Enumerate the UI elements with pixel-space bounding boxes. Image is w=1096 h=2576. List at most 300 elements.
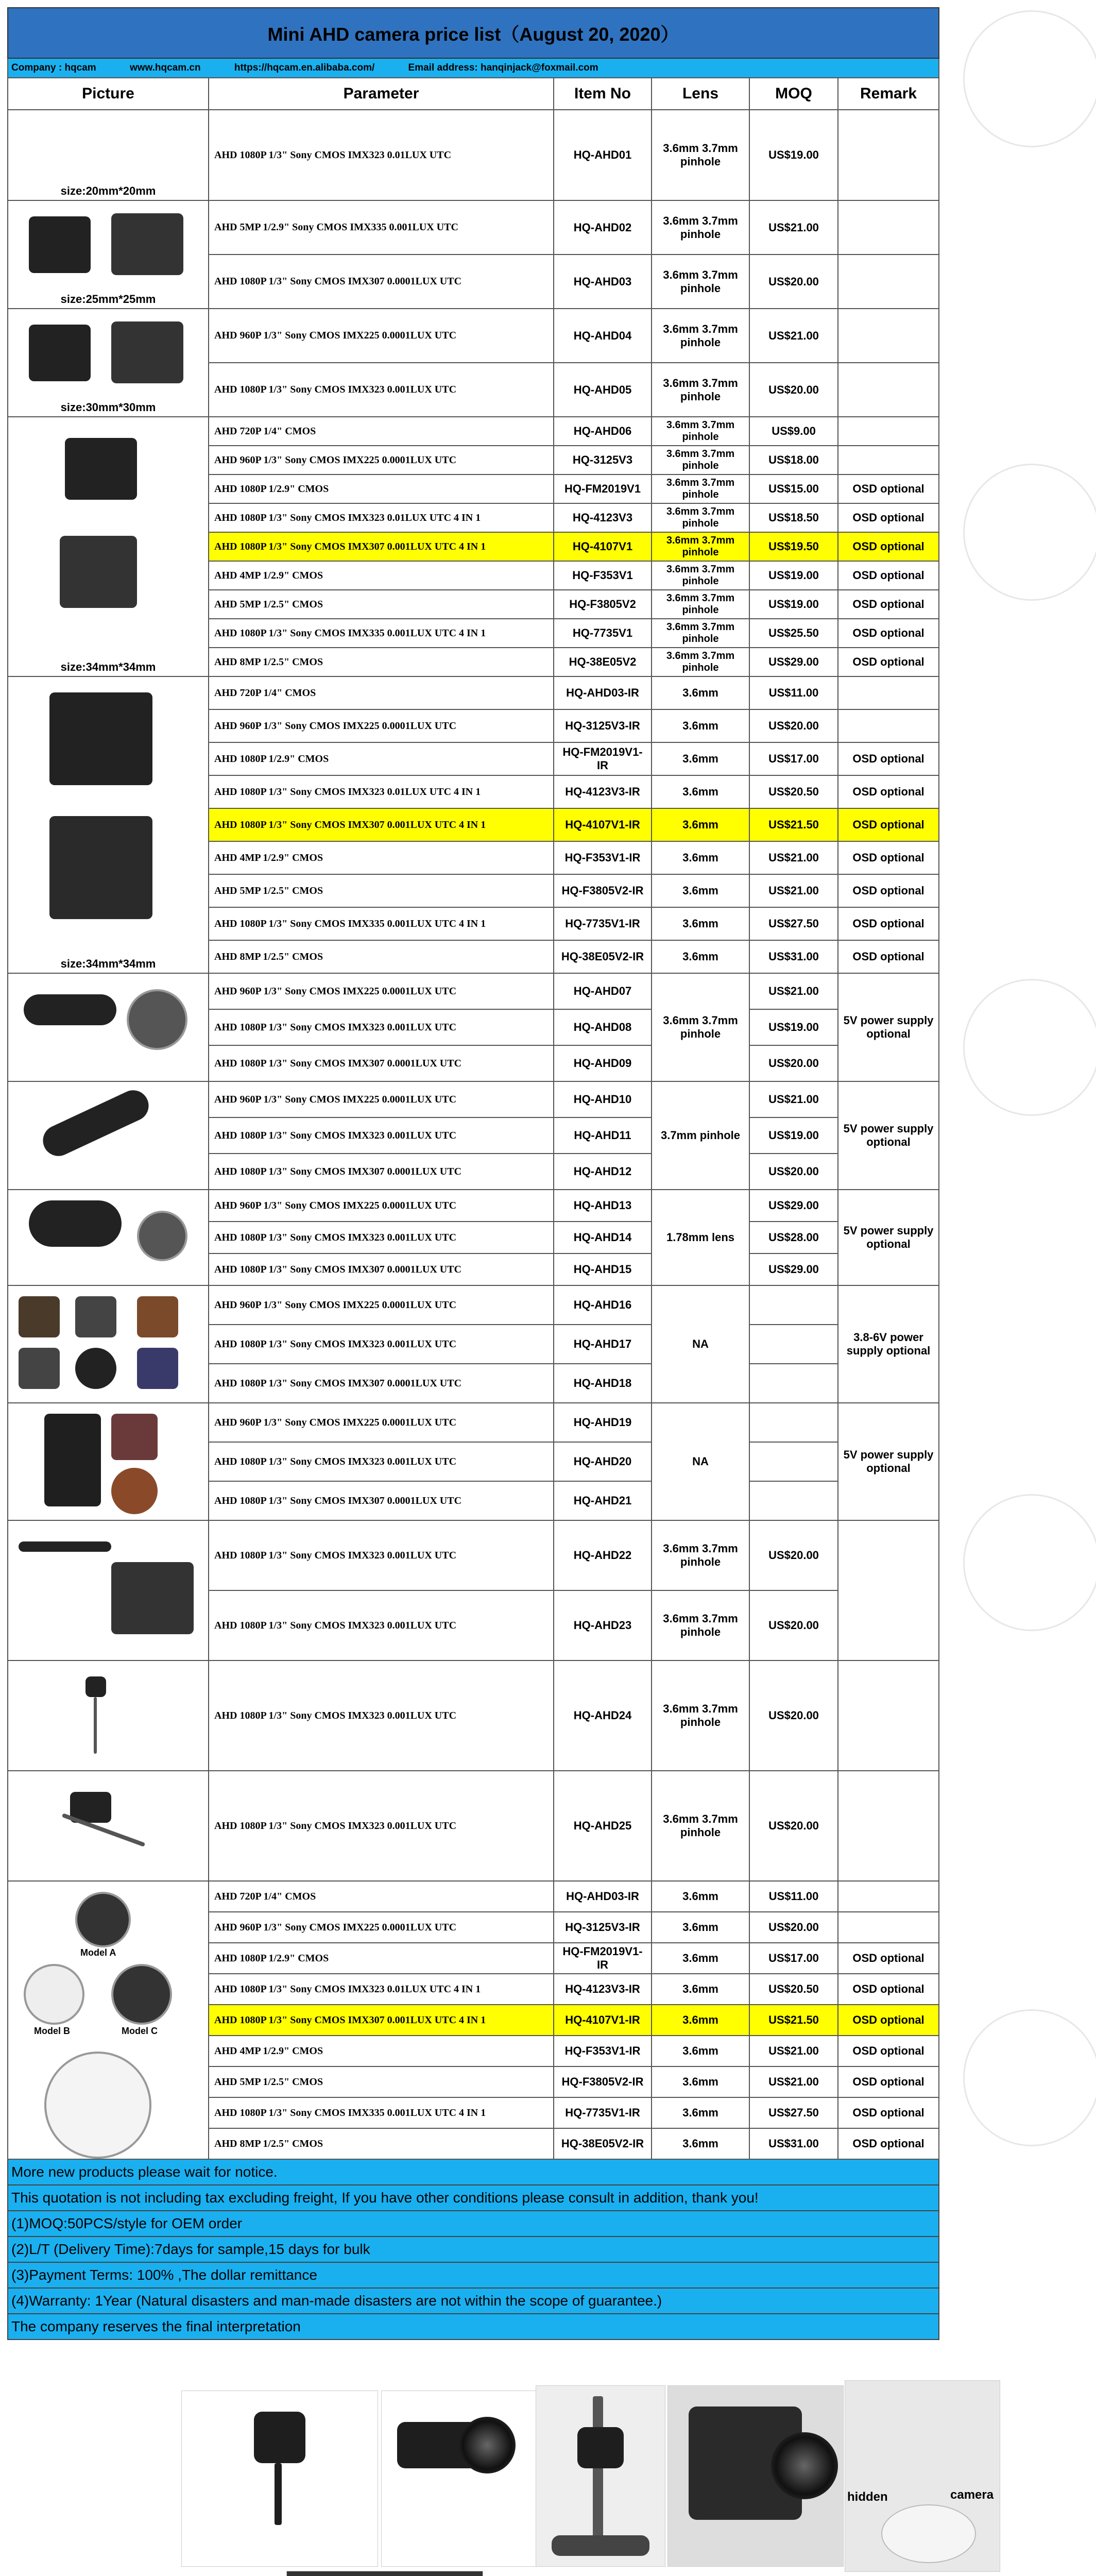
parameter-cell: AHD 4MP 1/2.9" CMOS bbox=[209, 841, 554, 874]
dome-camera-image bbox=[44, 2052, 151, 2159]
item-cell: HQ-4107V1 bbox=[554, 532, 652, 561]
moq-cell: US$31.00 bbox=[749, 940, 838, 973]
table-row bbox=[8, 417, 939, 446]
camera-label: camera bbox=[950, 2488, 994, 2502]
remark-cell: 5V power supply optional bbox=[838, 973, 939, 1081]
stand-shape bbox=[593, 2396, 603, 2540]
remark-cell: OSD optional bbox=[838, 474, 939, 503]
table-row bbox=[8, 309, 939, 363]
lens-cell: 3.6mm bbox=[652, 2128, 749, 2159]
item-cell: HQ-F353V1 bbox=[554, 561, 652, 590]
moq-cell: US$19.00 bbox=[749, 561, 838, 590]
item-cell: HQ-AHD21 bbox=[554, 1481, 652, 1520]
item-cell: HQ-F3805V2-IR bbox=[554, 874, 652, 907]
moq-cell: US$20.50 bbox=[749, 775, 838, 808]
lens-cell: 3.6mm 3.7mm pinhole bbox=[652, 619, 749, 648]
watermark bbox=[963, 979, 1096, 1116]
item-cell: HQ-AHD19 bbox=[554, 1403, 652, 1442]
parameter-cell: AHD 5MP 1/2.5" CMOS bbox=[209, 590, 554, 619]
moq-cell: US$17.00 bbox=[749, 742, 838, 775]
item-cell: HQ-AHD18 bbox=[554, 1364, 652, 1403]
mini-camera-image bbox=[111, 213, 183, 275]
item-cell: HQ-AHD06 bbox=[554, 417, 652, 446]
table-row bbox=[8, 973, 939, 1009]
moq-cell: US$21.00 bbox=[749, 973, 838, 1009]
parameter-cell: AHD 1080P 1/3" Sony CMOS IMX307 0.001LUX UTC 4 IN 1 bbox=[209, 808, 554, 841]
moq-cell: US$21.50 bbox=[749, 808, 838, 841]
lens-cell: 3.6mm bbox=[652, 1912, 749, 1943]
product-photo bbox=[536, 2385, 665, 2567]
moq-cell: US$29.00 bbox=[749, 1190, 838, 1222]
moq-cell: US$19.00 bbox=[749, 110, 838, 200]
watermark bbox=[963, 464, 1096, 601]
item-cell: HQ-AHD07 bbox=[554, 973, 652, 1009]
mount-camera-image bbox=[127, 989, 187, 1050]
parameter-cell: AHD 720P 1/4" CMOS bbox=[209, 676, 554, 709]
remark-cell: OSD optional bbox=[838, 808, 939, 841]
parameter-cell: AHD 1080P 1/3" Sony CMOS IMX307 0.0001LUX UTC bbox=[209, 255, 554, 309]
lens-cell: 3.6mm bbox=[652, 2097, 749, 2128]
moq-cell: US$28.00 bbox=[749, 1222, 838, 1253]
watermark bbox=[963, 1494, 1096, 1631]
item-cell: HQ-F3805V2 bbox=[554, 590, 652, 619]
model-c-label: Model C bbox=[122, 2026, 158, 2036]
item-cell: HQ-FM2019V1 bbox=[554, 474, 652, 503]
item-cell: HQ-38E05V2 bbox=[554, 648, 652, 676]
moq-cell bbox=[749, 1285, 838, 1325]
item-cell: HQ-7735V1-IR bbox=[554, 907, 652, 940]
item-cell: HQ-4123V3-IR bbox=[554, 1974, 652, 2005]
remark-cell bbox=[838, 1912, 939, 1943]
lens-cell: 3.6mm 3.7mm pinhole bbox=[652, 532, 749, 561]
moq-cell: US$11.00 bbox=[749, 676, 838, 709]
header-moq: MOQ bbox=[749, 78, 838, 110]
parameter-cell: AHD 4MP 1/2.9" CMOS bbox=[209, 561, 554, 590]
table-row bbox=[8, 1403, 939, 1442]
lens-cell: 3.6mm bbox=[652, 775, 749, 808]
camera-shape bbox=[577, 2427, 624, 2468]
size-label: size:34mm*34mm bbox=[60, 957, 156, 970]
parameter-cell: AHD 1080P 1/3" Sony CMOS IMX323 0.001LUX UTC bbox=[209, 1660, 554, 1771]
item-cell: HQ-AHD15 bbox=[554, 1253, 652, 1285]
board-module-image bbox=[75, 1348, 116, 1389]
board-module-image bbox=[137, 1296, 178, 1337]
board-module-image bbox=[111, 1414, 158, 1460]
lens-cell: 3.6mm 3.7mm pinhole bbox=[652, 648, 749, 676]
parameter-cell: AHD 960P 1/3" Sony CMOS IMX225 0.0001LUX UTC bbox=[209, 1912, 554, 1943]
size-label: size:30mm*30mm bbox=[60, 401, 156, 414]
parameter-cell: AHD 5MP 1/2.5" CMOS bbox=[209, 874, 554, 907]
board-module-image bbox=[19, 1348, 60, 1389]
board-module-image bbox=[75, 1296, 116, 1337]
lens-cell: 3.6mm 3.7mm pinhole bbox=[652, 561, 749, 590]
price-list-sheet bbox=[7, 7, 938, 2340]
dome-camera-image bbox=[24, 1964, 84, 2025]
lens-cell: 3.6mm 3.7mm pinhole bbox=[652, 446, 749, 474]
remark-cell: OSD optional bbox=[838, 2128, 939, 2159]
table-row bbox=[8, 1520, 939, 1590]
item-cell: HQ-AHD23 bbox=[554, 1590, 652, 1660]
bullet-camera-image bbox=[38, 1085, 154, 1161]
lens-cell: 3.6mm bbox=[652, 874, 749, 907]
note-line: (2)L/T (Delivery Time):7days for sample,15 days for bulk bbox=[8, 2236, 939, 2262]
item-cell: HQ-4107V1-IR bbox=[554, 808, 652, 841]
moq-cell: US$20.00 bbox=[749, 709, 838, 742]
moq-cell: US$17.00 bbox=[749, 1943, 838, 1974]
email-address[interactable]: Email address: hanqinjack@foxmail.com bbox=[408, 62, 598, 73]
board-module-image bbox=[111, 1468, 158, 1514]
remark-cell: OSD optional bbox=[838, 2097, 939, 2128]
parameter-cell: AHD 1080P 1/3" Sony CMOS IMX335 0.001LUX UTC 4 IN 1 bbox=[209, 2097, 554, 2128]
parameter-cell: AHD 1080P 1/3" Sony CMOS IMX323 0.001LUX UTC bbox=[209, 363, 554, 417]
parameter-cell: AHD 8MP 1/2.5" CMOS bbox=[209, 2128, 554, 2159]
moq-cell: US$27.50 bbox=[749, 2097, 838, 2128]
table-row bbox=[8, 1660, 939, 1771]
lens-cell: 3.6mm bbox=[652, 808, 749, 841]
moq-cell: US$20.00 bbox=[749, 1912, 838, 1943]
remark-cell: OSD optional bbox=[838, 2036, 939, 2066]
moq-cell bbox=[749, 1403, 838, 1442]
item-cell: HQ-38E05V2-IR bbox=[554, 2128, 652, 2159]
cable-camera-image bbox=[111, 1562, 194, 1634]
item-cell: HQ-AHD01 bbox=[554, 110, 652, 200]
lens-cell: 3.6mm 3.7mm pinhole bbox=[652, 973, 749, 1081]
price-table bbox=[7, 7, 939, 2340]
parameter-cell: AHD 1080P 1/3" Sony CMOS IMX323 0.001LUX UTC bbox=[209, 1771, 554, 1881]
moq-cell: US$20.00 bbox=[749, 1045, 838, 1081]
item-cell: HQ-AHD03-IR bbox=[554, 1881, 652, 1912]
parameter-cell: AHD 1080P 1/3" Sony CMOS IMX307 0.0001LUX UTC bbox=[209, 1364, 554, 1403]
pinhole-camera-image bbox=[29, 325, 91, 381]
remark-cell: OSD optional bbox=[838, 940, 939, 973]
lens-shape bbox=[771, 2432, 838, 2499]
picture-cell bbox=[8, 200, 209, 309]
size-label: size:34mm*34mm bbox=[60, 660, 156, 673]
moq-cell: US$20.00 bbox=[749, 1154, 838, 1190]
remark-cell bbox=[838, 255, 939, 309]
parameter-cell: AHD 1080P 1/3" Sony CMOS IMX323 0.001LUX UTC bbox=[209, 1520, 554, 1590]
moq-cell: US$20.50 bbox=[749, 1974, 838, 2005]
picture-cell bbox=[8, 1081, 209, 1190]
lens-cell: 3.6mm 3.7mm pinhole bbox=[652, 1520, 749, 1590]
parameter-cell: AHD 5MP 1/2.9" Sony CMOS IMX335 0.001LUX UTC bbox=[209, 200, 554, 255]
parameter-cell: AHD 1080P 1/3" Sony CMOS IMX307 0.001LUX UTC 4 IN 1 bbox=[209, 2005, 554, 2036]
ir-camera-image bbox=[49, 692, 152, 785]
moq-cell: US$21.00 bbox=[749, 2066, 838, 2097]
remark-cell: OSD optional bbox=[838, 1943, 939, 1974]
table-row bbox=[8, 1081, 939, 1117]
website-link[interactable]: www.hqcam.cn bbox=[129, 62, 201, 73]
cable-camera-image bbox=[94, 1697, 97, 1754]
header-remark: Remark bbox=[838, 78, 939, 110]
remark-cell: OSD optional bbox=[838, 907, 939, 940]
remark-cell: 5V power supply optional bbox=[838, 1190, 939, 1285]
parameter-cell: AHD 720P 1/4" CMOS bbox=[209, 417, 554, 446]
base-shape bbox=[552, 2535, 649, 2556]
item-cell: HQ-7735V1 bbox=[554, 619, 652, 648]
lens-cell: 3.6mm bbox=[652, 709, 749, 742]
picture-cell bbox=[8, 417, 209, 676]
remark-cell bbox=[838, 417, 939, 446]
lens-cell: 3.6mm 3.7mm pinhole bbox=[652, 363, 749, 417]
remark-cell: OSD optional bbox=[838, 590, 939, 619]
header-item: Item No bbox=[554, 78, 652, 110]
bullet-camera-image bbox=[24, 994, 116, 1025]
remark-cell bbox=[838, 200, 939, 255]
lens-cell: 3.6mm bbox=[652, 907, 749, 940]
parameter-cell: AHD 1080P 1/3" Sony CMOS IMX323 0.01LUX UTC 4 IN 1 bbox=[209, 775, 554, 808]
item-cell: HQ-FM2019V1-IR bbox=[554, 1943, 652, 1974]
parameter-cell: AHD 8MP 1/2.5" CMOS bbox=[209, 940, 554, 973]
remark-cell: OSD optional bbox=[838, 532, 939, 561]
item-cell: HQ-F353V1-IR bbox=[554, 841, 652, 874]
moq-cell: US$20.00 bbox=[749, 1520, 838, 1590]
item-cell: HQ-AHD12 bbox=[554, 1154, 652, 1190]
remark-cell: 5V power supply optional bbox=[838, 1081, 939, 1190]
picture-cell bbox=[8, 1285, 209, 1403]
moq-cell: US$18.50 bbox=[749, 503, 838, 532]
parameter-cell: AHD 1080P 1/3" Sony CMOS IMX323 0.001LUX UTC bbox=[209, 1009, 554, 1045]
picture-cell bbox=[8, 1403, 209, 1520]
moq-cell: US$20.00 bbox=[749, 1771, 838, 1881]
parameter-cell: AHD 1080P 1/3" Sony CMOS IMX323 0.001LUX UTC bbox=[209, 1222, 554, 1253]
dome-camera-image bbox=[75, 1892, 131, 1947]
table-row bbox=[8, 200, 939, 255]
picture-cell bbox=[8, 1190, 209, 1285]
alibaba-link[interactable]: https://hqcam.en.alibaba.com/ bbox=[234, 62, 375, 73]
mini-camera-image bbox=[111, 321, 183, 383]
remark-cell: OSD optional bbox=[838, 1974, 939, 2005]
parameter-cell: AHD 960P 1/3" Sony CMOS IMX225 0.0001LUX UTC bbox=[209, 1081, 554, 1117]
lens-cell: 3.6mm 3.7mm pinhole bbox=[652, 474, 749, 503]
product-photo bbox=[181, 2391, 378, 2567]
lens-cell: 3.6mm bbox=[652, 1943, 749, 1974]
lens-cell: 3.6mm bbox=[652, 1881, 749, 1912]
parameter-cell: AHD 5MP 1/2.5" CMOS bbox=[209, 2066, 554, 2097]
item-cell: HQ-AHD24 bbox=[554, 1660, 652, 1771]
note-line: (1)MOQ:50PCS/style for OEM order bbox=[8, 2211, 939, 2236]
parameter-cell: AHD 960P 1/3" Sony CMOS IMX225 0.0001LUX UTC bbox=[209, 1285, 554, 1325]
remark-cell bbox=[838, 1660, 939, 1771]
picture-cell bbox=[8, 1771, 209, 1881]
remark-cell: OSD optional bbox=[838, 742, 939, 775]
item-cell: HQ-AHD20 bbox=[554, 1442, 652, 1481]
remark-cell bbox=[838, 1881, 939, 1912]
remark-cell: 3.8-6V power supply optional bbox=[838, 1285, 939, 1403]
item-cell: HQ-F353V1-IR bbox=[554, 2036, 652, 2066]
product-photo bbox=[845, 2380, 1000, 2572]
parameter-cell: AHD 4MP 1/2.9" CMOS bbox=[209, 2036, 554, 2066]
lens-shape bbox=[459, 2417, 516, 2473]
note-line: More new products please wait for notice. bbox=[8, 2159, 939, 2185]
item-cell: HQ-AHD09 bbox=[554, 1045, 652, 1081]
picture-cell bbox=[8, 676, 209, 973]
item-cell: HQ-AHD10 bbox=[554, 1081, 652, 1117]
moq-cell: US$31.00 bbox=[749, 2128, 838, 2159]
lens-cell: 3.6mm 3.7mm pinhole bbox=[652, 200, 749, 255]
header-lens: Lens bbox=[652, 78, 749, 110]
remark-cell: OSD optional bbox=[838, 2005, 939, 2036]
item-cell: HQ-4123V3-IR bbox=[554, 775, 652, 808]
parameter-cell: AHD 1080P 1/2.9" CMOS bbox=[209, 742, 554, 775]
cable-camera-image bbox=[85, 1676, 106, 1697]
page-title: Mini AHD camera price list（August 20, 2020） bbox=[8, 8, 939, 58]
moq-cell: US$20.00 bbox=[749, 255, 838, 309]
parameter-cell: AHD 1080P 1/3" Sony CMOS IMX307 0.001LUX UTC 4 IN 1 bbox=[209, 532, 554, 561]
item-cell: HQ-4107V1-IR bbox=[554, 2005, 652, 2036]
item-cell: HQ-AHD04 bbox=[554, 309, 652, 363]
item-cell: HQ-AHD25 bbox=[554, 1771, 652, 1881]
board-module-image bbox=[19, 1296, 60, 1337]
parameter-cell: AHD 960P 1/3" Sony CMOS IMX225 0.0001LUX UTC bbox=[209, 1190, 554, 1222]
moq-cell: US$21.00 bbox=[749, 2036, 838, 2066]
note-line: This quotation is not including tax excluding freight, If you have other conditions please consult in addition, thank you! bbox=[8, 2185, 939, 2211]
moq-cell bbox=[749, 1481, 838, 1520]
remark-cell bbox=[838, 709, 939, 742]
item-cell: HQ-FM2019V1-IR bbox=[554, 742, 652, 775]
picture-cell bbox=[8, 309, 209, 417]
parameter-cell: AHD 960P 1/3" Sony CMOS IMX225 0.0001LUX UTC bbox=[209, 309, 554, 363]
moq-cell: US$19.00 bbox=[749, 1117, 838, 1154]
moq-cell: US$11.00 bbox=[749, 1881, 838, 1912]
product-photo bbox=[667, 2385, 844, 2567]
parameter-cell: AHD 1080P 1/3" Sony CMOS IMX323 0.01LUX UTC 4 IN 1 bbox=[209, 503, 554, 532]
table-row bbox=[8, 1881, 939, 1912]
item-cell: HQ-38E05V2-IR bbox=[554, 940, 652, 973]
moq-cell: US$21.00 bbox=[749, 841, 838, 874]
parameter-cell: AHD 960P 1/3" Sony CMOS IMX225 0.0001LUX UTC bbox=[209, 709, 554, 742]
moq-cell bbox=[749, 1364, 838, 1403]
lens-cell: 1.78mm lens bbox=[652, 1190, 749, 1285]
camera-shape bbox=[254, 2412, 305, 2463]
table-row bbox=[8, 676, 939, 709]
item-cell: HQ-AHD02 bbox=[554, 200, 652, 255]
remark-cell bbox=[838, 1771, 939, 1881]
table-row bbox=[8, 1285, 939, 1325]
moq-cell: US$21.00 bbox=[749, 200, 838, 255]
moq-cell: US$21.50 bbox=[749, 2005, 838, 2036]
lens-cell: 3.6mm 3.7mm pinhole bbox=[652, 1660, 749, 1771]
box-camera-image bbox=[65, 438, 137, 500]
company-name: Company : hqcam bbox=[11, 62, 96, 73]
lens-cell: 3.6mm 3.7mm pinhole bbox=[652, 590, 749, 619]
moq-cell: US$19.50 bbox=[749, 532, 838, 561]
note-line: (3)Payment Terms: 100% ,The dollar remittance bbox=[8, 2262, 939, 2288]
item-cell: HQ-3125V3 bbox=[554, 446, 652, 474]
picture-cell bbox=[8, 973, 209, 1081]
picture-cell bbox=[8, 1660, 209, 1771]
table-row bbox=[8, 1771, 939, 1881]
remark-cell: OSD optional bbox=[838, 561, 939, 590]
lens-cell: 3.6mm bbox=[652, 2005, 749, 2036]
smoke-detector-shape bbox=[881, 2504, 976, 2563]
parameter-cell: AHD 1080P 1/3" Sony CMOS IMX323 0.01LUX UTC 4 IN 1 bbox=[209, 1974, 554, 2005]
board-module-image bbox=[137, 1348, 178, 1389]
picture-cell bbox=[8, 110, 209, 200]
remark-cell: OSD optional bbox=[838, 619, 939, 648]
remark-cell: OSD optional bbox=[838, 2066, 939, 2097]
moq-cell: US$20.00 bbox=[749, 1590, 838, 1660]
parameter-cell: AHD 1080P 1/3" Sony CMOS IMX335 0.001LUX UTC 4 IN 1 bbox=[209, 907, 554, 940]
parameter-cell: AHD 1080P 1/3" Sony CMOS IMX323 0.01LUX UTC bbox=[209, 110, 554, 200]
parameter-cell: AHD 960P 1/3" Sony CMOS IMX225 0.0001LUX UTC bbox=[209, 446, 554, 474]
moq-cell: US$20.00 bbox=[749, 1660, 838, 1771]
cable-camera-image bbox=[19, 1541, 111, 1552]
item-cell: HQ-AHD03-IR bbox=[554, 676, 652, 709]
lens-cell: NA bbox=[652, 1285, 749, 1403]
header-parameter: Parameter bbox=[209, 78, 554, 110]
parameter-cell: AHD 960P 1/3" Sony CMOS IMX225 0.0001LUX UTC bbox=[209, 1403, 554, 1442]
table-row bbox=[8, 1190, 939, 1222]
remark-cell: OSD optional bbox=[838, 874, 939, 907]
model-b-label: Model B bbox=[34, 2026, 70, 2036]
moq-cell: US$9.00 bbox=[749, 417, 838, 446]
item-cell: HQ-AHD11 bbox=[554, 1117, 652, 1154]
camera-stand-shape bbox=[275, 2463, 282, 2525]
lens-cell: NA bbox=[652, 1403, 749, 1520]
moq-cell: US$19.00 bbox=[749, 1009, 838, 1045]
size-label: size:20mm*20mm bbox=[60, 184, 156, 197]
moq-cell: US$20.00 bbox=[749, 363, 838, 417]
item-cell: HQ-7735V1-IR bbox=[554, 2097, 652, 2128]
picture-cell bbox=[8, 1520, 209, 1660]
moq-cell: US$29.00 bbox=[749, 1253, 838, 1285]
parameter-cell: AHD 1080P 1/3" Sony CMOS IMX307 0.0001LUX UTC bbox=[209, 1045, 554, 1081]
lens-cell: 3.6mm bbox=[652, 2036, 749, 2066]
moq-cell: US$19.00 bbox=[749, 590, 838, 619]
lens-cell: 3.6mm bbox=[652, 2066, 749, 2097]
lens-cell: 3.6mm bbox=[652, 742, 749, 775]
parameter-cell: AHD 720P 1/4" CMOS bbox=[209, 1881, 554, 1912]
size-label: size:25mm*25mm bbox=[60, 293, 156, 306]
table-row bbox=[8, 110, 939, 200]
item-cell: HQ-AHD22 bbox=[554, 1520, 652, 1590]
parameter-cell: AHD 960P 1/3" Sony CMOS IMX225 0.0001LUX UTC bbox=[209, 973, 554, 1009]
item-cell: HQ-AHD08 bbox=[554, 1009, 652, 1045]
remark-cell bbox=[838, 309, 939, 363]
item-cell: HQ-AHD14 bbox=[554, 1222, 652, 1253]
moq-cell: US$15.00 bbox=[749, 474, 838, 503]
lens-cell: 3.6mm 3.7mm pinhole bbox=[652, 110, 749, 200]
lens-cell: 3.6mm 3.7mm pinhole bbox=[652, 255, 749, 309]
ir-camera-image bbox=[49, 816, 152, 919]
moq-cell: US$21.00 bbox=[749, 874, 838, 907]
item-cell: HQ-AHD13 bbox=[554, 1190, 652, 1222]
moq-cell: US$21.00 bbox=[749, 1081, 838, 1117]
item-cell: HQ-AHD05 bbox=[554, 363, 652, 417]
moq-cell: US$29.00 bbox=[749, 648, 838, 676]
item-cell: HQ-3125V3-IR bbox=[554, 709, 652, 742]
moq-cell: US$27.50 bbox=[749, 907, 838, 940]
parameter-cell: AHD 1080P 1/3" Sony CMOS IMX323 0.001LUX UTC bbox=[209, 1442, 554, 1481]
contact-bar bbox=[8, 58, 939, 78]
parameter-cell: AHD 1080P 1/3" Sony CMOS IMX307 0.0001LUX UTC bbox=[209, 1154, 554, 1190]
parameter-cell: AHD 1080P 1/3" Sony CMOS IMX323 0.001LUX UTC bbox=[209, 1325, 554, 1364]
parameter-cell: AHD 1080P 1/3" Sony CMOS IMX307 0.0001LUX UTC bbox=[209, 1481, 554, 1520]
remark-cell: OSD optional bbox=[838, 775, 939, 808]
remark-cell bbox=[838, 363, 939, 417]
parameter-cell: AHD 8MP 1/2.5" CMOS bbox=[209, 648, 554, 676]
lens-cell: 3.6mm 3.7mm pinhole bbox=[652, 1771, 749, 1881]
fisheye-lens-image bbox=[137, 1211, 187, 1261]
item-cell: HQ-AHD16 bbox=[554, 1285, 652, 1325]
lens-cell: 3.7mm pinhole bbox=[652, 1081, 749, 1190]
lens-cell: 3.6mm bbox=[652, 1974, 749, 2005]
watermark bbox=[963, 2009, 1096, 2146]
item-cell: HQ-4123V3 bbox=[554, 503, 652, 532]
pinhole-camera-image bbox=[29, 216, 91, 273]
note-line: (4)Warranty: 1Year (Natural disasters and man-made disasters are not within the scope of guarantee.) bbox=[8, 2288, 939, 2314]
